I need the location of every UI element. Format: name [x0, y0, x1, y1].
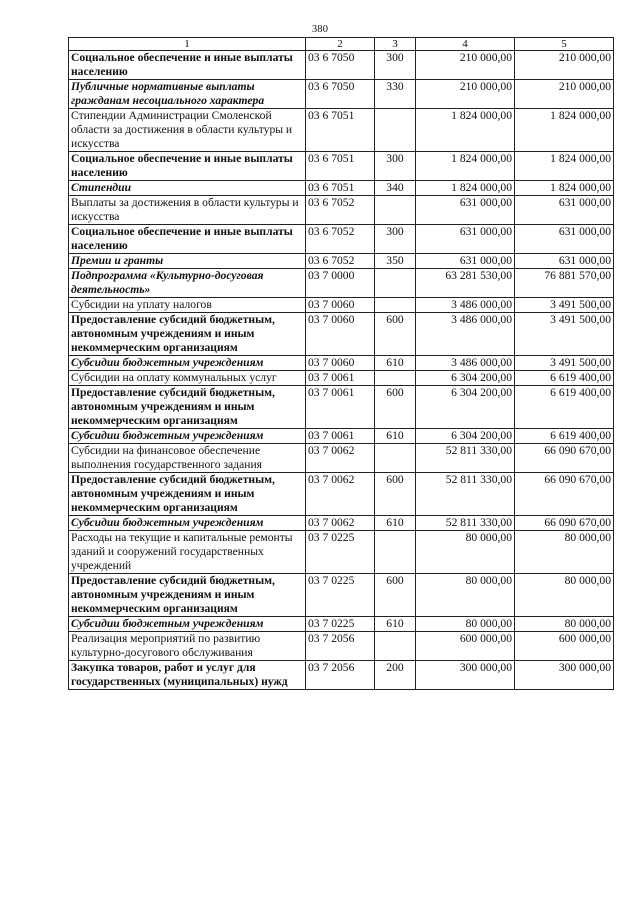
- row-amount-year1-cell: 6 304 200,00: [416, 371, 515, 386]
- row-name-cell: Социальное обеспечение и иные выплаты населению: [69, 51, 306, 80]
- row-amount-year1-cell: 52 811 330,00: [416, 516, 515, 531]
- row-amount-year1-cell: 80 000,00: [416, 574, 515, 617]
- table-row: [69, 473, 614, 516]
- row-expense-type-cell: [375, 109, 416, 152]
- row-expense-type-cell: 300: [375, 225, 416, 254]
- row-amount-year2-cell: 631 000,00: [515, 225, 614, 254]
- row-amount-year2-cell: 300 000,00: [515, 661, 614, 690]
- row-name-cell: Реализация мероприятий по развитию культурно-досугового обслуживания: [69, 632, 306, 661]
- row-amount-year1-cell: 3 486 000,00: [416, 356, 515, 371]
- row-amount-year2-cell: 76 881 570,00: [515, 269, 614, 298]
- row-expense-type-cell: [375, 531, 416, 574]
- row-name-cell: Субсидии на оплату коммунальных услуг: [69, 371, 306, 386]
- table-row: [69, 356, 614, 371]
- row-code-cell: 03 7 0060: [306, 298, 375, 313]
- row-amount-year2-cell: 1 824 000,00: [515, 152, 614, 181]
- row-amount-year1-cell: 300 000,00: [416, 661, 515, 690]
- row-expense-type-cell: [375, 298, 416, 313]
- table-row: [69, 80, 614, 109]
- row-code-cell: 03 7 0062: [306, 516, 375, 531]
- row-name-cell: Стипендии Администрации Смоленской области за достижения в области культуры и искусства: [69, 109, 306, 152]
- row-code-cell: 03 7 0225: [306, 617, 375, 632]
- page-number: 380: [311, 24, 329, 35]
- row-name-cell: Предоставление субсидий бюджетным, автономным учреждениям и иным некоммерческим организациям: [69, 574, 306, 617]
- row-code-cell: 03 7 0061: [306, 429, 375, 444]
- row-expense-type-cell: 300: [375, 152, 416, 181]
- row-amount-year2-cell: 631 000,00: [515, 254, 614, 269]
- row-amount-year1-cell: 1 824 000,00: [416, 181, 515, 196]
- row-code-cell: 03 7 0000: [306, 269, 375, 298]
- table-row: [69, 313, 614, 356]
- row-expense-type-cell: 600: [375, 386, 416, 429]
- row-amount-year2-cell: 3 491 500,00: [515, 298, 614, 313]
- row-code-cell: 03 6 7051: [306, 152, 375, 181]
- row-expense-type-cell: 610: [375, 516, 416, 531]
- row-amount-year1-cell: 210 000,00: [416, 51, 515, 80]
- row-amount-year2-cell: 66 090 670,00: [515, 473, 614, 516]
- row-expense-type-cell: 350: [375, 254, 416, 269]
- table-header-row: [69, 38, 614, 51]
- row-amount-year2-cell: 631 000,00: [515, 196, 614, 225]
- budget-table: [68, 37, 614, 690]
- row-amount-year1-cell: 631 000,00: [416, 254, 515, 269]
- table-row: [69, 661, 614, 690]
- table-row: [69, 152, 614, 181]
- row-expense-type-cell: [375, 444, 416, 473]
- row-name-cell: Субсидии бюджетным учреждениям: [69, 617, 306, 632]
- table-row: [69, 269, 614, 298]
- row-amount-year2-cell: 80 000,00: [515, 574, 614, 617]
- row-expense-type-cell: 200: [375, 661, 416, 690]
- row-amount-year2-cell: 80 000,00: [515, 531, 614, 574]
- row-expense-type-cell: [375, 269, 416, 298]
- row-amount-year1-cell: 6 304 200,00: [416, 386, 515, 429]
- table-row: [69, 386, 614, 429]
- table-row: [69, 574, 614, 617]
- row-name-cell: Субсидии на финансовое обеспечение выполнения государственного задания: [69, 444, 306, 473]
- table-row: [69, 531, 614, 574]
- row-expense-type-cell: 600: [375, 473, 416, 516]
- budget-table-body: [69, 51, 614, 690]
- row-name-cell: Публичные нормативные выплаты гражданам несоциального характера: [69, 80, 306, 109]
- row-expense-type-cell: [375, 632, 416, 661]
- row-amount-year1-cell: 80 000,00: [416, 617, 515, 632]
- row-name-cell: Субсидии бюджетным учреждениям: [69, 516, 306, 531]
- row-amount-year1-cell: 80 000,00: [416, 531, 515, 574]
- row-expense-type-cell: 610: [375, 356, 416, 371]
- row-code-cell: 03 7 0061: [306, 371, 375, 386]
- row-amount-year1-cell: 1 824 000,00: [416, 109, 515, 152]
- table-row: [69, 181, 614, 196]
- row-expense-type-cell: 610: [375, 617, 416, 632]
- row-expense-type-cell: 330: [375, 80, 416, 109]
- row-code-cell: 03 7 0062: [306, 473, 375, 516]
- row-name-cell: Расходы на текущие и капитальные ремонты зданий и сооружений государственных учреждений: [69, 531, 306, 574]
- row-amount-year2-cell: 3 491 500,00: [515, 313, 614, 356]
- row-code-cell: 03 7 0060: [306, 313, 375, 356]
- row-amount-year1-cell: 6 304 200,00: [416, 429, 515, 444]
- row-expense-type-cell: 600: [375, 574, 416, 617]
- row-amount-year1-cell: 600 000,00: [416, 632, 515, 661]
- row-expense-type-cell: 600: [375, 313, 416, 356]
- table-row: [69, 516, 614, 531]
- row-code-cell: 03 7 2056: [306, 661, 375, 690]
- row-code-cell: 03 6 7052: [306, 225, 375, 254]
- table-row: [69, 429, 614, 444]
- row-amount-year1-cell: 3 486 000,00: [416, 313, 515, 356]
- row-code-cell: 03 6 7050: [306, 80, 375, 109]
- row-name-cell: Субсидии на уплату налогов: [69, 298, 306, 313]
- row-amount-year1-cell: 631 000,00: [416, 225, 515, 254]
- row-code-cell: 03 7 0062: [306, 444, 375, 473]
- row-amount-year2-cell: 6 619 400,00: [515, 371, 614, 386]
- row-name-cell: Субсидии бюджетным учреждениям: [69, 429, 306, 444]
- row-code-cell: 03 6 7052: [306, 254, 375, 269]
- table-row: [69, 632, 614, 661]
- table-row: [69, 371, 614, 386]
- row-code-cell: 03 6 7051: [306, 109, 375, 152]
- row-expense-type-cell: 610: [375, 429, 416, 444]
- table-row: [69, 444, 614, 473]
- row-name-cell: Социальное обеспечение и иные выплаты населению: [69, 225, 306, 254]
- row-code-cell: 03 6 7050: [306, 51, 375, 80]
- table-row: [69, 617, 614, 632]
- table-row: [69, 109, 614, 152]
- row-amount-year2-cell: 210 000,00: [515, 80, 614, 109]
- row-amount-year1-cell: 1 824 000,00: [416, 152, 515, 181]
- row-expense-type-cell: 340: [375, 181, 416, 196]
- row-code-cell: 03 7 0225: [306, 531, 375, 574]
- column-header-5: 5: [515, 38, 614, 51]
- row-name-cell: Предоставление субсидий бюджетным, автономным учреждениям и иным некоммерческим организациям: [69, 473, 306, 516]
- table-row: [69, 51, 614, 80]
- row-amount-year2-cell: 80 000,00: [515, 617, 614, 632]
- column-header-4: 4: [416, 38, 515, 51]
- column-header-3: 3: [375, 38, 416, 51]
- table-row: [69, 196, 614, 225]
- row-code-cell: 03 7 0060: [306, 356, 375, 371]
- row-amount-year2-cell: 3 491 500,00: [515, 356, 614, 371]
- row-amount-year1-cell: 210 000,00: [416, 80, 515, 109]
- column-header-2: 2: [306, 38, 375, 51]
- row-expense-type-cell: [375, 196, 416, 225]
- table-row: [69, 225, 614, 254]
- row-amount-year2-cell: 1 824 000,00: [515, 181, 614, 196]
- row-name-cell: Подпрограмма «Культурно-досуговая деятельность»: [69, 269, 306, 298]
- row-name-cell: Выплаты за достижения в области культуры и искусства: [69, 196, 306, 225]
- row-expense-type-cell: [375, 371, 416, 386]
- table-row: [69, 298, 614, 313]
- row-amount-year1-cell: 631 000,00: [416, 196, 515, 225]
- row-amount-year2-cell: 6 619 400,00: [515, 386, 614, 429]
- row-amount-year1-cell: 52 811 330,00: [416, 473, 515, 516]
- row-amount-year2-cell: 600 000,00: [515, 632, 614, 661]
- table-row: [69, 254, 614, 269]
- row-amount-year1-cell: 52 811 330,00: [416, 444, 515, 473]
- row-amount-year2-cell: 66 090 670,00: [515, 516, 614, 531]
- row-name-cell: Субсидии бюджетным учреждениям: [69, 356, 306, 371]
- row-code-cell: 03 7 0225: [306, 574, 375, 617]
- row-amount-year2-cell: 66 090 670,00: [515, 444, 614, 473]
- row-name-cell: Премии и гранты: [69, 254, 306, 269]
- row-amount-year1-cell: 3 486 000,00: [416, 298, 515, 313]
- row-code-cell: 03 6 7051: [306, 181, 375, 196]
- row-code-cell: 03 6 7052: [306, 196, 375, 225]
- row-name-cell: Стипендии: [69, 181, 306, 196]
- row-code-cell: 03 7 0061: [306, 386, 375, 429]
- row-name-cell: Предоставление субсидий бюджетным, автономным учреждениям и иным некоммерческим организациям: [69, 313, 306, 356]
- column-header-1: 1: [69, 38, 306, 51]
- row-code-cell: 03 7 2056: [306, 632, 375, 661]
- row-amount-year2-cell: 1 824 000,00: [515, 109, 614, 152]
- row-name-cell: Закупка товаров, работ и услуг для государственных (муниципальных) нужд: [69, 661, 306, 690]
- row-amount-year2-cell: 210 000,00: [515, 51, 614, 80]
- row-amount-year1-cell: 63 281 530,00: [416, 269, 515, 298]
- row-amount-year2-cell: 6 619 400,00: [515, 429, 614, 444]
- row-expense-type-cell: 300: [375, 51, 416, 80]
- row-name-cell: Предоставление субсидий бюджетным, автономным учреждениям и иным некоммерческим организациям: [69, 386, 306, 429]
- row-name-cell: Социальное обеспечение и иные выплаты населению: [69, 152, 306, 181]
